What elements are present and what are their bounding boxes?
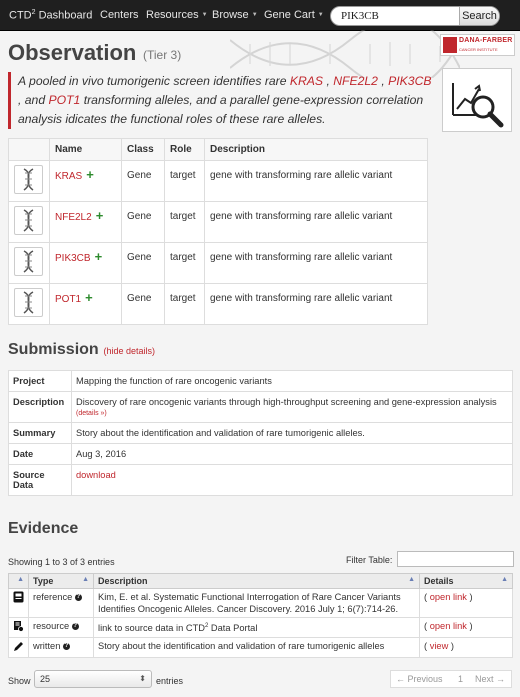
gene-role: target <box>165 243 205 284</box>
submission-key: Description <box>9 392 72 423</box>
table-row <box>9 284 428 325</box>
chevron-down-icon: ▼ <box>317 12 324 18</box>
submission-value: Mapping the function of rare oncogenic variants <box>72 371 513 392</box>
evidence-type: written <box>33 641 61 651</box>
download-link[interactable]: download <box>76 470 116 480</box>
search-box <box>330 6 500 26</box>
col-header-icon[interactable] <box>9 574 29 589</box>
pagination <box>390 670 512 688</box>
gene-name-link[interactable]: POT1 <box>55 294 82 305</box>
observation-template-icon <box>442 68 512 132</box>
add-to-cart-icon[interactable]: + <box>95 208 104 223</box>
observation-summary: A pooled in vivo tumorigenic screen identifies rare KRAS , NFE2L2 , PIK3CB , and POT1 transforming alleles, and a parallel gene-expression correlation analysis idicates the functional roles of these rare alleles. <box>8 72 438 129</box>
table-row <box>9 243 428 284</box>
page-size-select[interactable]: 25 ⬍ <box>34 670 152 688</box>
top-navbar <box>0 0 520 31</box>
add-to-cart-icon[interactable]: + <box>85 290 93 305</box>
gene-link-nfe2l2[interactable]: NFE2L2 <box>333 74 378 88</box>
nav-browse[interactable]: Browse ▼ <box>212 9 258 21</box>
chevron-down-icon: ▼ <box>251 12 258 18</box>
evidence-type: resource <box>33 621 70 631</box>
col-header-type[interactable]: Type ▲ <box>29 574 94 589</box>
submission-header <box>8 341 155 359</box>
gene-link-kras[interactable]: KRAS <box>289 74 324 88</box>
gene-link-pik3cb[interactable]: PIK3CB <box>388 74 432 88</box>
gene-description: gene with transforming rare allelic variant <box>205 202 428 243</box>
add-to-cart-icon[interactable]: + <box>86 167 94 182</box>
dna-helix-decoration <box>230 30 460 78</box>
gene-role: target <box>165 161 205 202</box>
next-button[interactable]: Next → <box>475 674 506 684</box>
evidence-description: Kim, E. et al. Systematic Functional Interrogation of Rare Cancer Variants Identifies Oncogenic Alleles. Cancer Discovery. 2016 July 1; 6(7):714-26. <box>94 589 420 618</box>
col-header-description: Description <box>205 139 428 161</box>
brand-link[interactable]: CTD$^2$ Dashboard <box>9 9 93 22</box>
submission-value: Story about the identification and validation of rare tumorigenic alleles. <box>72 423 513 444</box>
submission-value: Discovery of rare oncogenic variants through high-throughput screening and gene-expression analysis <box>76 397 497 407</box>
resource-icon <box>13 620 24 632</box>
search-button[interactable]: Search <box>459 7 499 25</box>
table-row: written ? Story about the identification and validation of rare tumorigenic alleles ( view ) <box>9 638 513 658</box>
hide-details-link[interactable]: (hide details) <box>103 346 155 356</box>
evidence-type: reference <box>33 592 73 602</box>
sort-icon: ▲ <box>501 576 508 583</box>
submission-table <box>8 370 513 496</box>
evidence-table <box>8 573 513 658</box>
previous-button[interactable]: ← Previous <box>396 674 443 684</box>
gene-description: gene with transforming rare allelic variant <box>205 161 428 202</box>
gene-name-link[interactable]: PIK3CB <box>55 253 91 264</box>
help-icon[interactable]: ? <box>73 623 78 629</box>
add-to-cart-icon[interactable]: + <box>94 249 103 264</box>
evidence-description: link to source data in CTD$^2$ Data Portal <box>94 618 420 638</box>
pencil-icon <box>13 640 24 652</box>
col-header-details[interactable]: Details ▲ <box>420 574 513 589</box>
submission-key: Source Data <box>9 465 72 496</box>
submission-key: Date <box>9 444 72 465</box>
col-header-name: Name <box>50 139 122 161</box>
col-header-icon <box>9 139 50 161</box>
chevron-down-icon: ▼ <box>201 12 208 18</box>
details-link[interactable]: (details ») <box>76 410 107 417</box>
nav-gene-cart[interactable]: Gene Cart ▼ <box>264 9 324 21</box>
gene-role: target <box>165 202 205 243</box>
dana-farber-logo: DANA-FARBER CANCER INSTITUTE <box>440 34 515 56</box>
search-input[interactable] <box>341 7 459 25</box>
gene-class: Gene <box>122 202 165 243</box>
col-header-description[interactable]: Description ▲ <box>94 574 420 589</box>
submission-key: Project <box>9 371 72 392</box>
gene-class: Gene <box>122 284 165 325</box>
table-row <box>9 423 513 444</box>
filter-table-input[interactable] <box>397 551 514 567</box>
sort-icon: ▲ <box>17 576 24 583</box>
submission-key: Summary <box>9 423 72 444</box>
col-header-class: Class <box>122 139 165 161</box>
evidence-description: Story about the identification and validation of rare tumorigenic alleles <box>94 638 420 658</box>
table-row <box>9 202 428 243</box>
nav-resources[interactable]: Resources ▼ <box>146 9 208 21</box>
tier-label: (Tier 3) <box>143 48 182 62</box>
entries-info: Showing 1 to 3 of 3 entries <box>8 557 115 567</box>
reference-doc-icon <box>13 591 24 603</box>
table-row <box>9 444 513 465</box>
gene-name-link[interactable]: KRAS <box>55 171 83 182</box>
gene-link-pot1[interactable]: POT1 <box>48 93 81 107</box>
page-title: Observation <box>8 40 137 65</box>
observed-subjects-table <box>8 138 428 325</box>
table-row: resource ? link to source data in CTD$^2$ Data Portal ( open link ) <box>9 618 513 638</box>
dna-gene-icon[interactable] <box>14 165 43 194</box>
gene-role: target <box>165 284 205 325</box>
gene-name-link[interactable]: NFE2L2 <box>55 212 92 223</box>
dna-gene-icon[interactable] <box>14 206 43 235</box>
table-row: reference ? Kim, E. et al. Systematic Functional Interrogation of Rare Cancer Variants Identifies Oncogenic Alleles. Cancer Discovery. 2016 July 1; 6(7):714-26. ( open link ) <box>9 589 513 618</box>
gene-class: Gene <box>122 161 165 202</box>
open-link[interactable]: open link <box>429 621 467 631</box>
select-arrows-icon: ⬍ <box>139 674 146 683</box>
open-link[interactable]: open link <box>429 592 467 602</box>
help-icon[interactable]: ? <box>76 594 81 600</box>
dna-gene-icon[interactable] <box>14 247 43 276</box>
evidence-title: Evidence <box>8 520 79 537</box>
gene-description: gene with transforming rare allelic variant <box>205 284 428 325</box>
table-row <box>9 465 513 496</box>
view-link[interactable]: view <box>429 641 449 651</box>
help-icon[interactable]: ? <box>64 643 69 649</box>
filter-label: Filter Table: <box>346 555 393 565</box>
table-row <box>9 161 428 202</box>
sort-icon: ▲ <box>82 576 89 583</box>
page-1-button[interactable]: 1 <box>458 674 464 684</box>
magnifier-chart-icon <box>443 69 513 133</box>
gene-description: gene with transforming rare allelic variant <box>205 243 428 284</box>
sort-icon: ▲ <box>408 576 415 583</box>
gene-class: Gene <box>122 243 165 284</box>
submission-value: Aug 3, 2016 <box>72 444 513 465</box>
table-row <box>9 371 513 392</box>
show-label: Show <box>8 676 31 686</box>
entries-label: entries <box>156 676 184 686</box>
table-row <box>9 392 513 423</box>
submission-title: Submission <box>8 341 99 358</box>
dna-gene-icon[interactable] <box>14 288 43 317</box>
col-header-role: Role <box>165 139 205 161</box>
nav-centers[interactable]: Centers <box>100 9 139 21</box>
